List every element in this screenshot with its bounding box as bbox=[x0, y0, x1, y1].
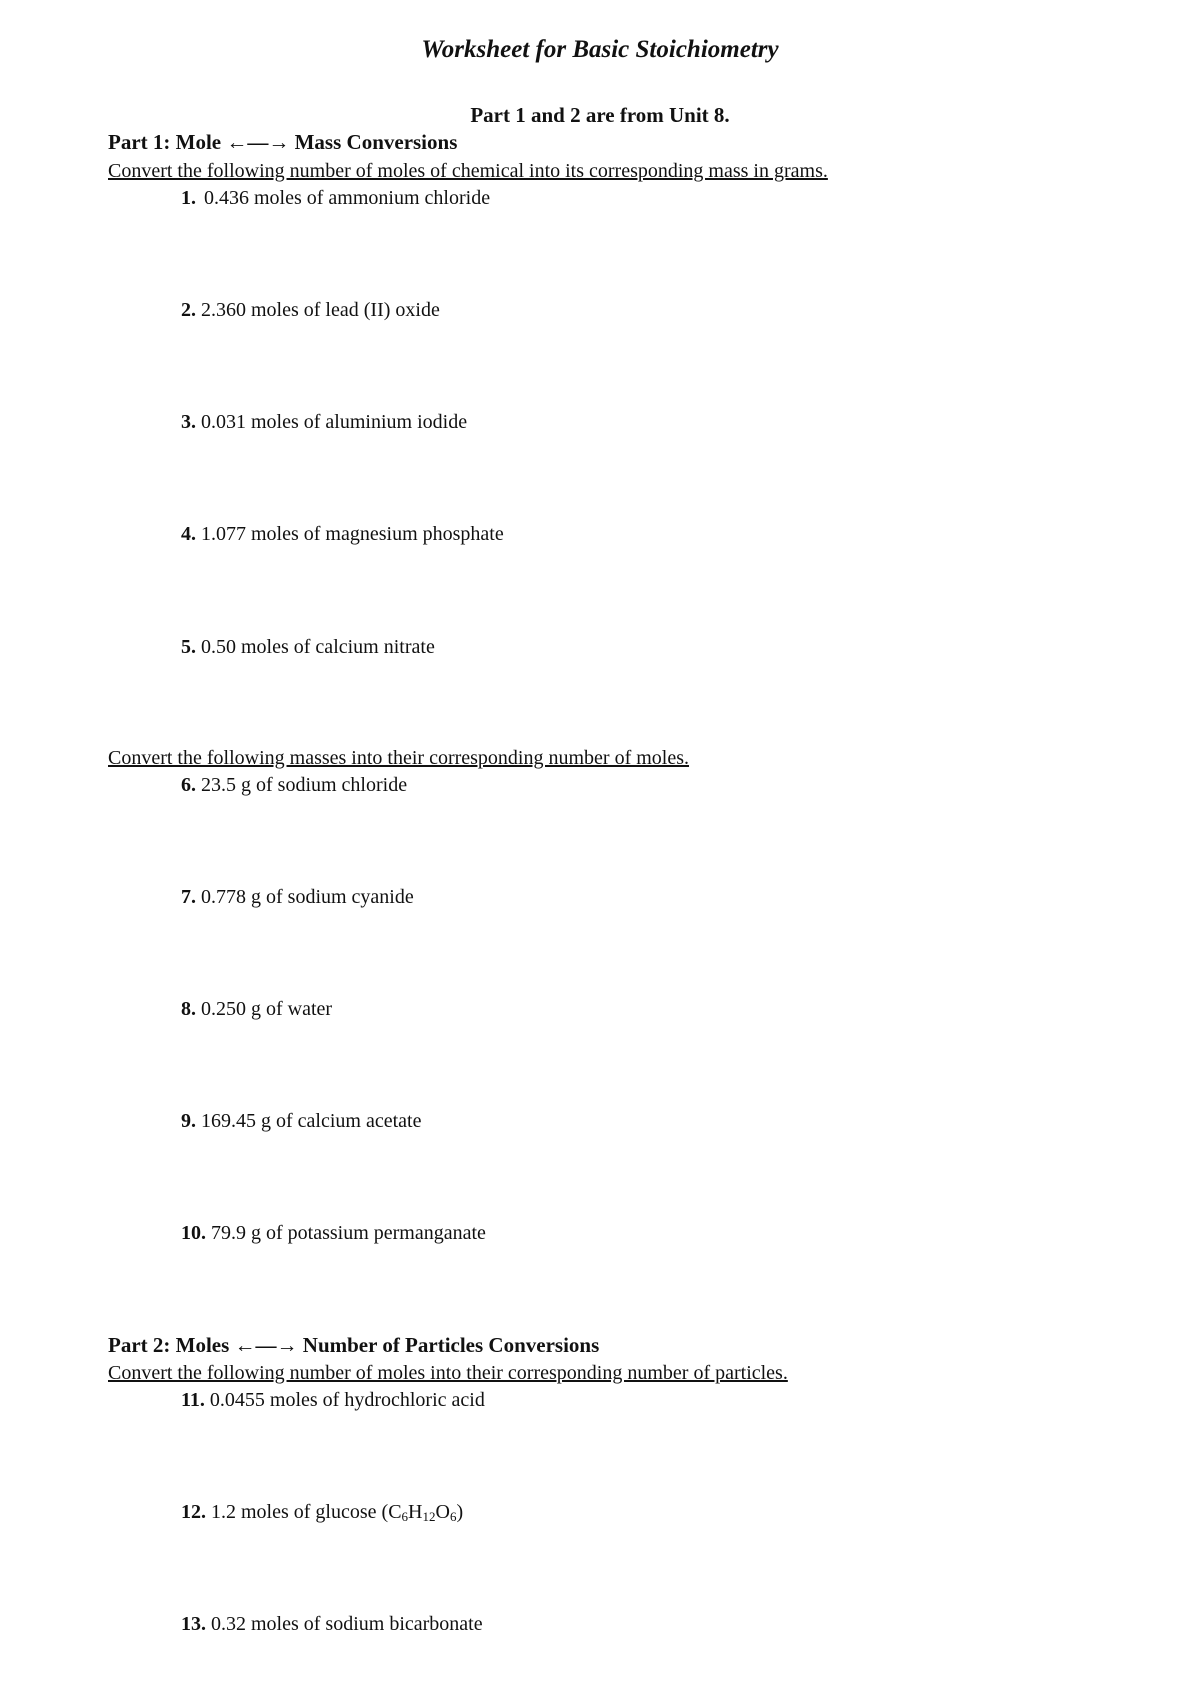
question-3 bbox=[181, 411, 467, 434]
question-number: 4. bbox=[181, 523, 196, 545]
question-4 bbox=[181, 523, 504, 546]
question-text: 169.45 g of calcium acetate bbox=[201, 1110, 422, 1132]
question-number: 6. bbox=[181, 774, 196, 796]
question-number: 7. bbox=[181, 886, 196, 908]
question-text: 0.031 moles of aluminium iodide bbox=[201, 411, 468, 433]
question-text: 0.778 g of sodium cyanide bbox=[201, 886, 414, 908]
question-text: 2.360 moles of lead (II) oxide bbox=[201, 299, 440, 321]
question-text: 23.5 g of sodium chloride bbox=[201, 774, 408, 796]
question-13 bbox=[181, 1613, 483, 1636]
part1-instruction-mass-to-moles: Convert the following masses into their corresponding number of moles. bbox=[108, 747, 690, 769]
question-10 bbox=[181, 1222, 486, 1245]
part1-heading: Part 1: Mole ←—→ Mass Conversions bbox=[108, 130, 458, 154]
question-text: 0.0455 moles of hydrochloric acid bbox=[209, 1389, 485, 1411]
question-number: 13. bbox=[181, 1613, 206, 1635]
part2-instruction: Convert the following number of moles into their corresponding number of particles. bbox=[108, 1362, 788, 1384]
subscript-hydrogen: 12 bbox=[422, 1509, 436, 1524]
subscript-oxygen: 6 bbox=[449, 1509, 457, 1524]
question-text: 1.077 moles of magnesium phosphate bbox=[201, 523, 504, 545]
question-number: 9. bbox=[181, 1110, 196, 1132]
question-number: 12. bbox=[181, 1501, 206, 1523]
part2-heading: Part 2: Moles ←—→ Number of Particles Conversions bbox=[108, 1333, 600, 1357]
question-text: 0.50 moles of calcium nitrate bbox=[201, 636, 435, 658]
element-h: H bbox=[408, 1501, 423, 1523]
question-8 bbox=[181, 998, 332, 1021]
question-7 bbox=[181, 886, 414, 909]
question-2 bbox=[181, 299, 440, 322]
question-text: 0.250 g of water bbox=[201, 998, 333, 1020]
question-number: 1. bbox=[181, 187, 196, 209]
element-o: O bbox=[435, 1501, 450, 1523]
question-number: 2. bbox=[181, 299, 196, 321]
question-number: 8. bbox=[181, 998, 196, 1020]
question-text: 79.9 g of potassium permanganate bbox=[211, 1222, 486, 1244]
worksheet-title: Worksheet for Basic Stoichiometry bbox=[421, 36, 779, 63]
question-text: 0.436 moles of ammonium chloride bbox=[204, 187, 491, 209]
worksheet-subtitle: Part 1 and 2 are from Unit 8. bbox=[470, 103, 730, 127]
subscript-carbon: 6 bbox=[401, 1509, 409, 1524]
question-number: 11. bbox=[181, 1389, 205, 1411]
question-text: 0.32 moles of sodium bicarbonate bbox=[211, 1613, 483, 1635]
part1-instruction-moles-to-mass: Convert the following number of moles of chemical into its corresponding mass in grams. bbox=[108, 160, 828, 182]
question-5 bbox=[181, 636, 435, 659]
question-text bbox=[211, 1501, 463, 1523]
question-11 bbox=[181, 1389, 485, 1412]
question-text-suffix: ) bbox=[456, 1501, 464, 1523]
question-number: 3. bbox=[181, 411, 196, 433]
question-6 bbox=[181, 774, 407, 797]
question-9 bbox=[181, 1110, 421, 1133]
question-number: 10. bbox=[181, 1222, 206, 1244]
question-number: 5. bbox=[181, 636, 196, 658]
question-1 bbox=[181, 187, 490, 210]
question-text-prefix: 1.2 moles of glucose (C bbox=[211, 1501, 402, 1523]
question-12 bbox=[181, 1501, 463, 1524]
